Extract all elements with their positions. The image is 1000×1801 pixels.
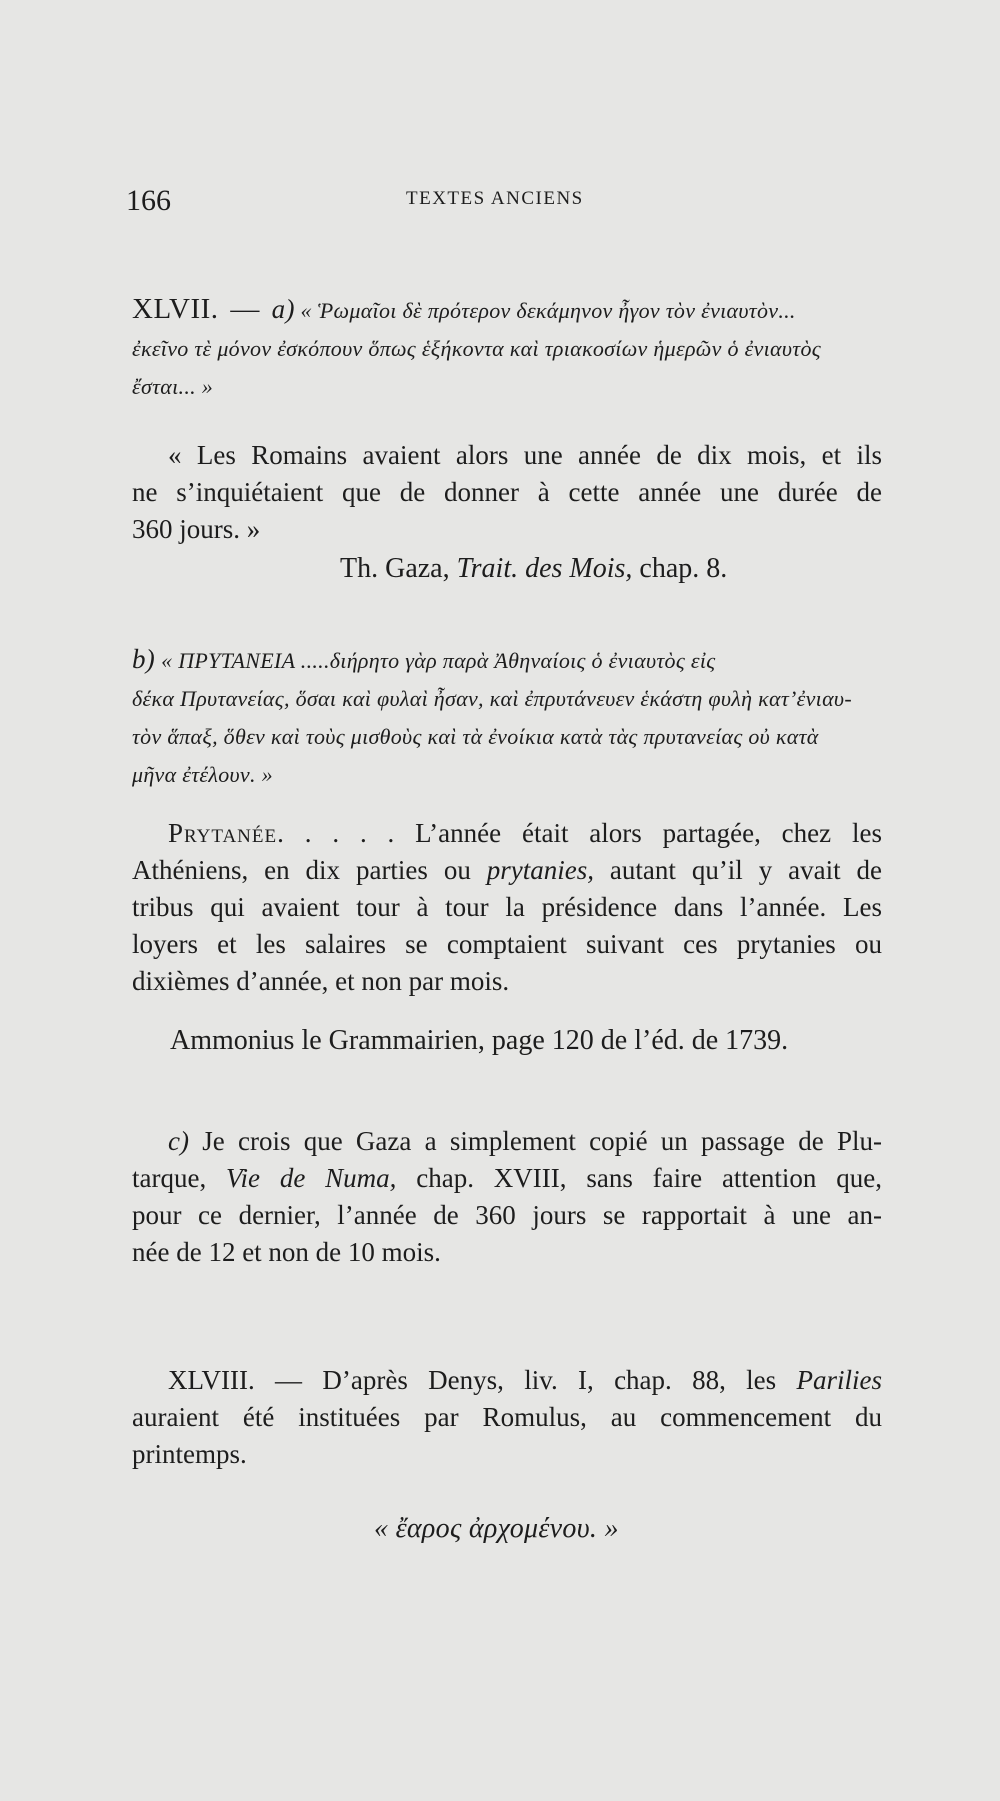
translation-text: autant qu’il y avait de [594,855,882,885]
note-line [132,1123,882,1160]
translation-text: Athéniens, en dix parties ou [132,855,487,885]
section-47b-translation [132,815,882,1000]
citation-ammonius: Ammonius le Grammairien, page 120 de l’éd. de 1739. [170,1025,789,1056]
translation-line: loyers et les salaires se comptaient suivant ces prytanies ou [132,929,882,959]
em-dash: — [230,293,260,325]
greek-text: « Ῥωμαῖοι δὲ πρότερον δεκάμηνον ἦγον τὸν ἐνιαυτὸν... [300,298,796,323]
italic-term: Parilies [796,1365,882,1395]
section-48 [132,1362,882,1473]
citation-chapter: chap. 8. [632,553,728,584]
section-47a-greek [132,290,882,406]
paragraph-line [132,1362,882,1399]
translation-line: ne s’inquiétaient que de donner à cette année une durée de [132,477,882,507]
translation-line: dixièmes d’année, et non par mois. [132,966,510,996]
running-title: TEXTES ANCIENS [406,188,584,209]
italic-work-title: Vie de Numa, [226,1163,397,1193]
subsection-tag: c) [168,1126,189,1156]
subsection-tag: b) [132,644,156,674]
greek-line [132,640,882,680]
italic-term: prytanies, [486,855,595,885]
section-47a-translation [132,437,882,548]
section-47c-note [132,1123,882,1271]
paragraph-line: auraient été instituées par Romulus, au commencement du [132,1402,882,1432]
translation-line [132,852,882,889]
greek-line: τὸν ἅπαξ, ὅθεν καὶ τοὺς μισθοὺς καὶ τὰ ἐνοίκια κατὰ τὰς πρυτανείας οὐ κατὰ [132,724,819,749]
greek-line: μῆνα ἐτέλουν. » [132,762,273,787]
page-number: 166 [126,184,171,217]
greek-text: « ΠΡΥΤΑΝΕΙΑ .....διήρητο γὰρ παρὰ Ἀθηναίοις ὁ ἐνιαυτὸς εἰς [161,648,716,673]
translation-line: « Les Romains avaient alors une année de dix mois, et ils [168,440,882,470]
note-line [132,1160,882,1197]
greek-line: ἔσται... » [132,374,214,399]
subsection-tag: a) [271,294,295,324]
translation-line: tribus qui avaient tour à tour la présidence dans l’année. Les [132,892,882,922]
note-line: née de 12 et non de 10 mois. [132,1237,441,1267]
greek-line [132,290,882,330]
translation-line [132,815,882,852]
paragraph-text: XLVIII. — D’après Denys, liv. I, chap. 88, les [168,1365,797,1395]
note-text: tarque, [132,1163,227,1193]
citation-gaza [340,553,727,585]
greek-line: δέκα Πρυτανείας, ὅσαι καὶ φυλαὶ ἦσαν, καὶ ἐπρυτάνευεν ἑκάστη φυλὴ κατ’ἐνιαυ- [132,686,852,711]
note-line: pour ce dernier, l’année de 360 jours se rapportait à une an- [132,1200,882,1230]
section-47b-greek [132,640,882,794]
paragraph-line: printemps. [132,1439,247,1469]
note-text: chap. XVIII, sans faire attention que, [396,1163,882,1193]
small-caps-heading: Prytanée [168,818,278,848]
citation-work: Trait. des Mois, [456,553,633,584]
citation-author: Th. Gaza, [340,553,457,584]
section-number: XLVII. [132,293,219,325]
greek-quotation: « ἔαρος ἀρχομένου. » [374,1513,619,1544]
translation-text: . . . . . L’année était alors partagée, chez les [277,818,882,848]
greek-line: ἐκεῖνο τὲ μόνον ἐσκόπουν ὅπως ἑξήκοντα καὶ τριακοσίων ἡμερῶν ὁ ἐνιαυτὸς [132,336,821,361]
note-text: Je crois que Gaza a simplement copié un passage de Plu- [188,1126,882,1156]
translation-line: 360 jours. » [132,514,261,544]
page-header [0,184,1000,224]
